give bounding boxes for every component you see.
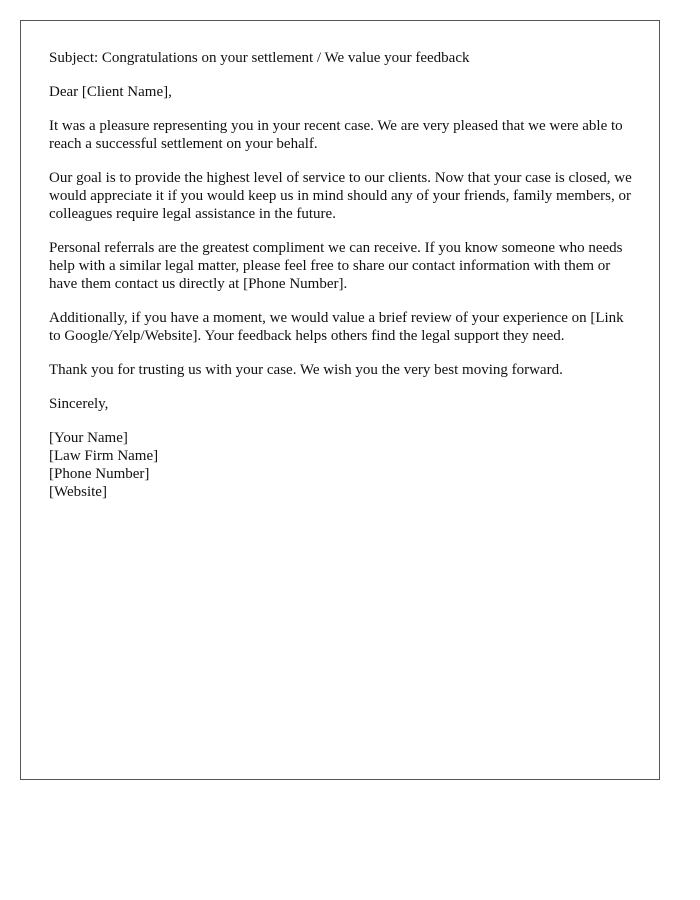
paragraph-settlement: It was a pleasure representing you in your recent case. We are very pleased that we were able to reach a successful settlement on your behalf.: [49, 118, 623, 152]
signature-firm: [Law Firm Name]: [49, 448, 159, 464]
letter-body: [49, 49, 635, 501]
salutation: Dear [Client Name],: [49, 84, 172, 100]
paragraph-thank-you: Thank you for trusting us with your case. We wish you the very best moving forward.: [49, 362, 563, 378]
signature-block: [49, 429, 635, 501]
paragraph-referrals: Personal referrals are the greatest compliment we can receive. If you know someone who needs help with a similar legal matter, please feel free to share our contact information with them or have them contact us directly at [Phone Number].: [49, 240, 623, 292]
subject-line: Subject: Congratulations on your settlement / We value your feedback: [49, 50, 470, 66]
paragraph-review-request: Additionally, if you have a moment, we would value a brief review of your experience on [Link to Google/Yelp/Website]. Your feedback helps others find the legal support they need.: [49, 310, 624, 344]
signature-phone: [Phone Number]: [49, 466, 150, 482]
signature-website: [Website]: [49, 484, 107, 500]
letter-page: [20, 20, 660, 780]
paragraph-service-goal: Our goal is to provide the highest level of service to our clients. Now that your case is closed, we would appreciate it if you would keep us in mind should any of your friends, family members, or colleagues require legal assistance in the future.: [49, 170, 632, 222]
signature-name: [Your Name]: [49, 430, 128, 446]
closing: Sincerely,: [49, 396, 109, 412]
